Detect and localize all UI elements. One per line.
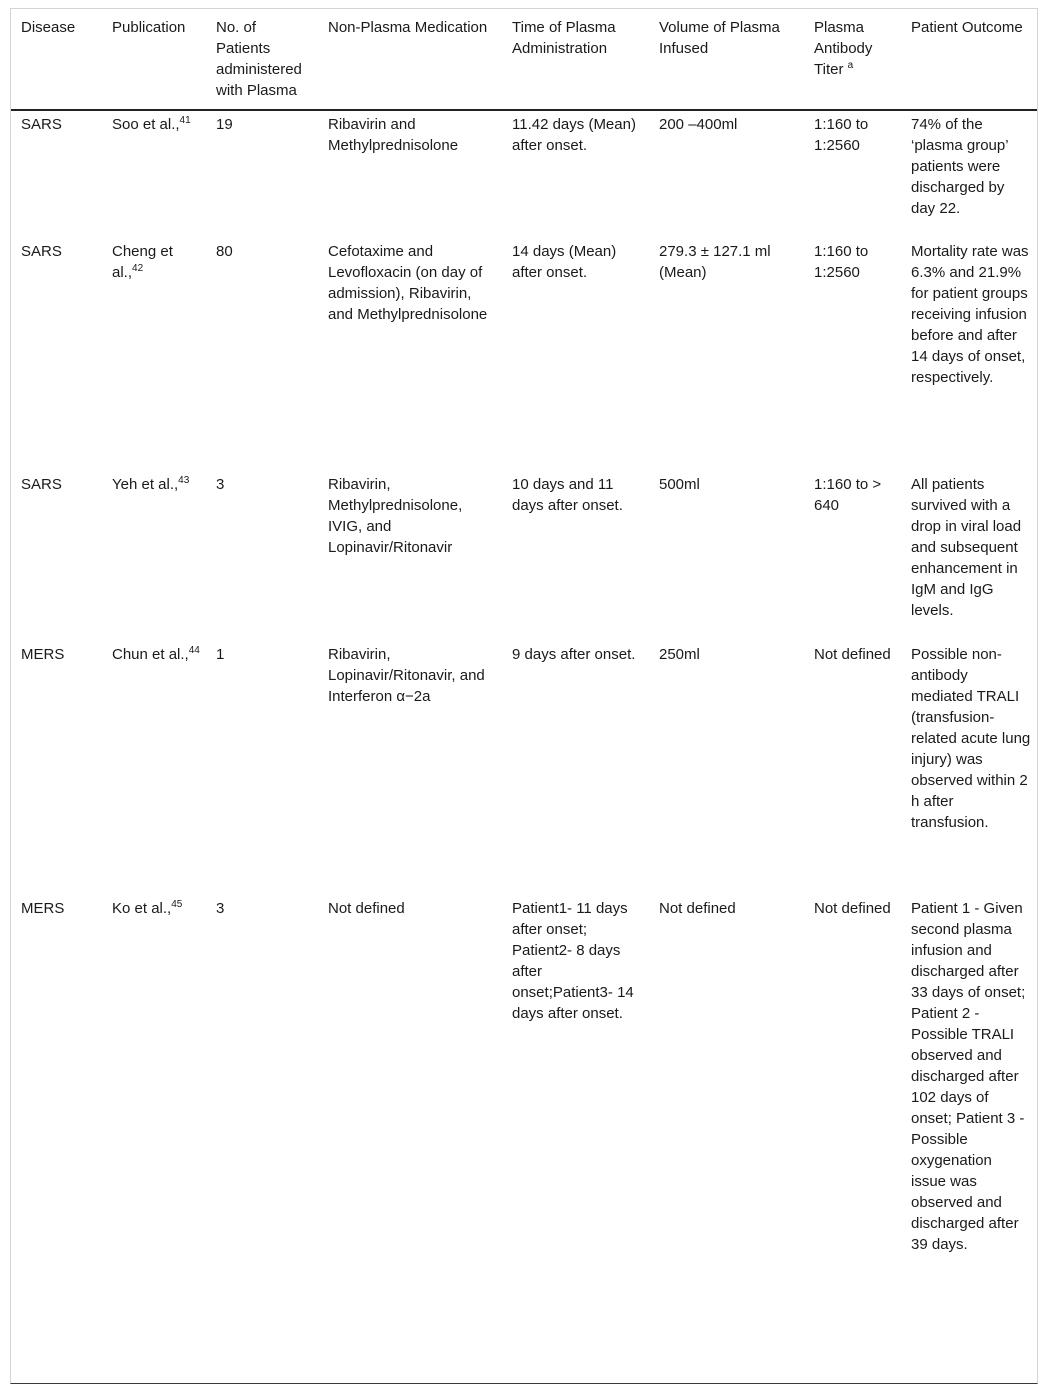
cell-time: 14 days (Mean) after onset. xyxy=(512,243,617,281)
cell-outcome: All patients survived with a drop in viral load and subsequent enhancement in IgM and IgG levels. xyxy=(911,476,1022,619)
cell-publication xyxy=(102,238,206,471)
header-titer xyxy=(804,9,901,110)
cell-volume: Not defined xyxy=(659,900,736,917)
publication-authors: Cheng et al., xyxy=(112,243,173,281)
cell-volume: 250ml xyxy=(659,646,700,663)
table-frame xyxy=(10,8,1038,1384)
cell-medication: Ribavirin, Lopinavir/Ritonavir, and Interferon α−2a xyxy=(328,646,485,705)
publication-ref: 42 xyxy=(132,263,144,274)
table-row xyxy=(11,238,1037,471)
cell-disease: SARS xyxy=(21,476,62,493)
plasma-therapy-table xyxy=(11,9,1037,1255)
cell-disease: MERS xyxy=(21,900,65,917)
cell-disease: MERS xyxy=(21,646,65,663)
cell-time: 11.42 days (Mean) after onset. xyxy=(512,116,636,154)
cell-patients: 80 xyxy=(216,243,233,260)
cell-outcome: Possible non-antibody mediated TRALI (transfusion-related acute lung injury) was observed within 2 h after transfusion. xyxy=(911,646,1031,831)
cell-titer: 1:160 to 1:2560 xyxy=(814,243,869,281)
cell-disease: SARS xyxy=(21,116,62,133)
cell-patients: 19 xyxy=(216,116,233,133)
cell-outcome: Mortality rate was 6.3% and 21.9% for patient groups receiving infusion before and after 14 days of onset, respectively. xyxy=(911,243,1029,386)
cell-publication xyxy=(102,110,206,238)
publication-ref: 43 xyxy=(178,475,190,486)
cell-patients: 1 xyxy=(216,646,225,663)
header-time: Time of Plasma Administration xyxy=(502,9,649,110)
table-row xyxy=(11,895,1037,1255)
cell-outcome: Patient 1 - Given second plasma infusion and discharged after 33 days of onset; Patient 2 - Possible TRALI observed and discharged after 102 days of onset; Patient 3 - Possible oxygenation issue was observed and discharged after 39 days. xyxy=(911,900,1026,1253)
cell-outcome: 74% of the ‘plasma group’ patients were discharged by day 22. xyxy=(911,116,1008,217)
cell-patients: 3 xyxy=(216,900,225,917)
header-titer-label: Plasma Antibody Titer xyxy=(814,19,873,78)
header-publication: Publication xyxy=(102,9,206,110)
header-disease: Disease xyxy=(11,9,102,110)
cell-publication xyxy=(102,641,206,895)
cell-medication: Cefotaxime and Levofloxacin (on day of admission), Ribavirin, and Methylprednisolone xyxy=(328,243,488,323)
cell-titer: 1:160 to 1:2560 xyxy=(814,116,869,154)
cell-volume: 200 –400ml xyxy=(659,116,738,133)
header-titer-footnote: a xyxy=(847,60,854,71)
table-row xyxy=(11,641,1037,895)
publication-ref: 45 xyxy=(171,899,183,910)
cell-time: 10 days and 11 days after onset. xyxy=(512,476,623,514)
publication-authors: Yeh et al., xyxy=(112,476,179,493)
cell-publication xyxy=(102,895,206,1255)
cell-volume: 500ml xyxy=(659,476,700,493)
publication-authors: Soo et al., xyxy=(112,116,180,133)
cell-medication: Ribavirin, Methylprednisolone, IVIG, and Lopinavir/Ritonavir xyxy=(328,476,463,556)
cell-titer: Not defined xyxy=(814,646,891,663)
publication-authors: Chun et al., xyxy=(112,646,189,663)
publication-authors: Ko et al., xyxy=(112,900,172,917)
table-row xyxy=(11,471,1037,641)
cell-time: Patient1- 11 days after onset; Patient2- 8 days after onset;Patient3- 14 days after onset. xyxy=(512,900,634,1022)
header-patients: No. of Patients administered with Plasma xyxy=(206,9,318,110)
cell-volume: 279.3 ± 127.1 ml (Mean) xyxy=(659,243,771,281)
cell-publication xyxy=(102,471,206,641)
cell-titer: Not defined xyxy=(814,900,891,917)
cell-time: 9 days after onset. xyxy=(512,646,636,663)
cell-titer: 1:160 to > 640 xyxy=(814,476,882,514)
table-header-row xyxy=(11,9,1037,110)
publication-ref: 41 xyxy=(179,115,191,126)
cell-medication: Ribavirin and Methylprednisolone xyxy=(328,116,459,154)
cell-medication: Not defined xyxy=(328,900,405,917)
table-row xyxy=(11,110,1037,238)
cell-disease: SARS xyxy=(21,243,62,260)
header-outcome: Patient Outcome xyxy=(901,9,1037,110)
publication-ref: 44 xyxy=(188,645,200,656)
header-medication: Non-Plasma Medication xyxy=(318,9,502,110)
cell-patients: 3 xyxy=(216,476,225,493)
header-volume: Volume of Plasma Infused xyxy=(649,9,804,110)
